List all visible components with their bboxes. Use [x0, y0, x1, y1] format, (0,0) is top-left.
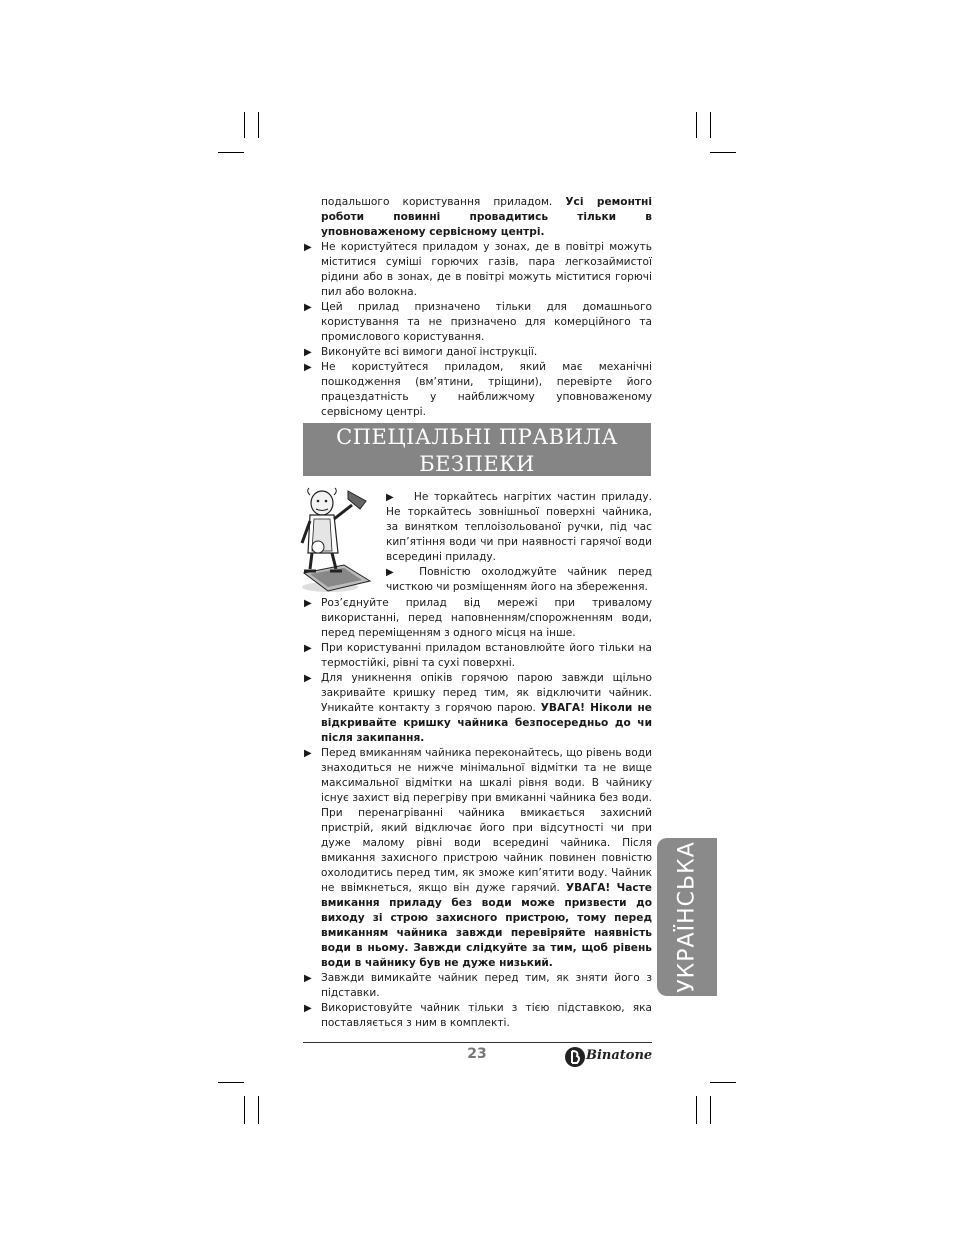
bullet-triangle-icon: ▶ [386, 492, 396, 503]
crop-mark [710, 112, 711, 138]
list-item [303, 300, 652, 345]
list-item-text: Не користуйтеся приладом, який має механічні пошкодження (вм’ятини, тріщини), перевірте його працездатність у найближчому уповноваженому сервісному центрі. [321, 361, 652, 418]
bullet-triangle-icon: ▶ [304, 598, 312, 609]
language-label: УКРАЇНСЬКА [674, 841, 700, 993]
list-item-text: Перед вмиканням чайника переконайтесь, що рівень води знаходиться не нижче мінімальної відмітки та не вище максимальної відмітки на шкалі рівня води. В чайнику існує захист від перегріву при вмиканні чайника без води. При перенагріванні чайника вмикається захисний пристрій, який відключає його при відсутності чи при дуже малому рівні води всередині чайника. Після вмикання захисного пристрою чайник повинен повністю охолодитись перед тим, як зможе кип’ятити воду. Чайник не ввімкнеться, якщо він дуже гарячий. [321, 747, 652, 894]
footer-divider [303, 1042, 652, 1043]
list-item-text: Завжди вимикайте чайник перед тим, як зняти його з підставки. [321, 972, 652, 999]
binatone-logo-icon [564, 1046, 586, 1068]
bullet-triangle-icon: ▶ [304, 362, 312, 373]
list-item-text: Використовуйте чайник тільки з тією підставкою, яка поставляється з ним в комплекті. [321, 1002, 652, 1029]
crop-mark [258, 112, 259, 138]
crop-mark [696, 1096, 697, 1124]
bullet-triangle-icon: ▶ [304, 242, 312, 253]
list-item-text: Не торкайтесь нагрітих частин приладу. Не торкайтесь зовнішньої поверхні чайника, за винятком теплоізольованої ручки, під час кип’ятіння води чи при наявності гарячої води всередині приладу. [386, 491, 652, 563]
list-item [303, 641, 652, 671]
brand-logo [564, 1046, 652, 1068]
page-number: 23 [467, 1046, 487, 1062]
illustrated-section [386, 490, 652, 595]
bullet-triangle-icon: ▶ [304, 302, 312, 313]
list-item [303, 360, 652, 420]
crop-mark [244, 112, 245, 138]
crop-mark [710, 152, 736, 153]
language-side-tab [657, 838, 717, 996]
list-item-text: Для уникнення опіків горячою парою завжди щільно закривайте кришку перед тим, як відключити чайник. Уникайте контакту з горячою парою. [321, 672, 652, 714]
list-item [303, 746, 652, 971]
list-item [303, 671, 652, 746]
list-item [386, 490, 652, 565]
bullet-triangle-icon: ▶ [304, 973, 312, 984]
crop-mark [218, 152, 244, 153]
list-item [303, 971, 652, 1001]
crop-mark [258, 1096, 259, 1124]
list-item [303, 240, 652, 300]
intro-text: подальшого користування приладом. [321, 196, 566, 208]
bullet-triangle-icon: ▶ [304, 748, 312, 759]
list-item [386, 565, 652, 595]
list-item-text: Роз’єднуйте прилад від мережі при тривалому використанні, перед наповненням/спорожненням води, перед переміщенням з одного місця на інше. [321, 597, 652, 639]
crop-mark [218, 1082, 244, 1083]
intro-paragraph [303, 195, 652, 240]
safety-illustration-icon [300, 485, 384, 595]
list-item [303, 596, 652, 641]
bottom-section [303, 596, 652, 1031]
list-item-text: Цей прилад призначено тільки для домашнього користування та не призначено для комерційного та промислового користування. [321, 301, 652, 343]
intro-bold: Усі ремонтні роботи повинні провадитись тільки в уповноваженому сервісному центрі. [321, 196, 652, 238]
list-item-text: При користуванні приладом встановлюйте його тільки на термостійкі, рівні та сухі поверхні. [321, 642, 652, 669]
bullet-triangle-icon: ▶ [304, 347, 312, 358]
crop-mark [696, 112, 697, 138]
list-item-text: Повністю охолоджуйте чайник перед чисткою чи розміщенням його на збереження. [386, 566, 652, 593]
bullet-triangle-icon: ▶ [304, 643, 312, 654]
brand-name: Binatone [586, 1048, 653, 1063]
list-item-text: Виконуйте всі вимоги даної інструкції. [321, 346, 538, 358]
bullet-triangle-icon: ▶ [386, 567, 402, 578]
list-item-warning: УВАГА! Ніколи не відкривайте кришку чайника безпосередньо до чи після закипання. [321, 702, 652, 744]
section-heading-line1: СПЕЦІАЛЬНІ ПРАВИЛА [336, 425, 618, 449]
top-section [303, 195, 652, 420]
list-item [303, 345, 652, 360]
crop-mark [244, 1096, 245, 1124]
bullet-triangle-icon: ▶ [304, 1003, 312, 1014]
list-item-warning: УВАГА! Часте вмикання приладу без води може призвести до виходу зі строю захисного пристрою, тому перед вмиканням чайника завжди перевіряйте наявність води в ньому. Завжди слідкуйте за тим, щоб рівень води в чайнику був не дуже низький. [321, 882, 652, 969]
section-heading-banner [303, 423, 651, 476]
section-heading-line2: БЕЗПЕКИ [419, 452, 535, 476]
crop-mark [710, 1096, 711, 1124]
list-item [303, 1001, 652, 1031]
crop-mark [710, 1082, 736, 1083]
list-item-text: Не користуйтеся приладом у зонах, де в повітрі можуть міститися суміші горючих газів, пара легкозаймистої рідини або в зонах, де в повітрі можуть міститися горючі пил або волокна. [321, 241, 652, 298]
bullet-triangle-icon: ▶ [304, 673, 312, 684]
